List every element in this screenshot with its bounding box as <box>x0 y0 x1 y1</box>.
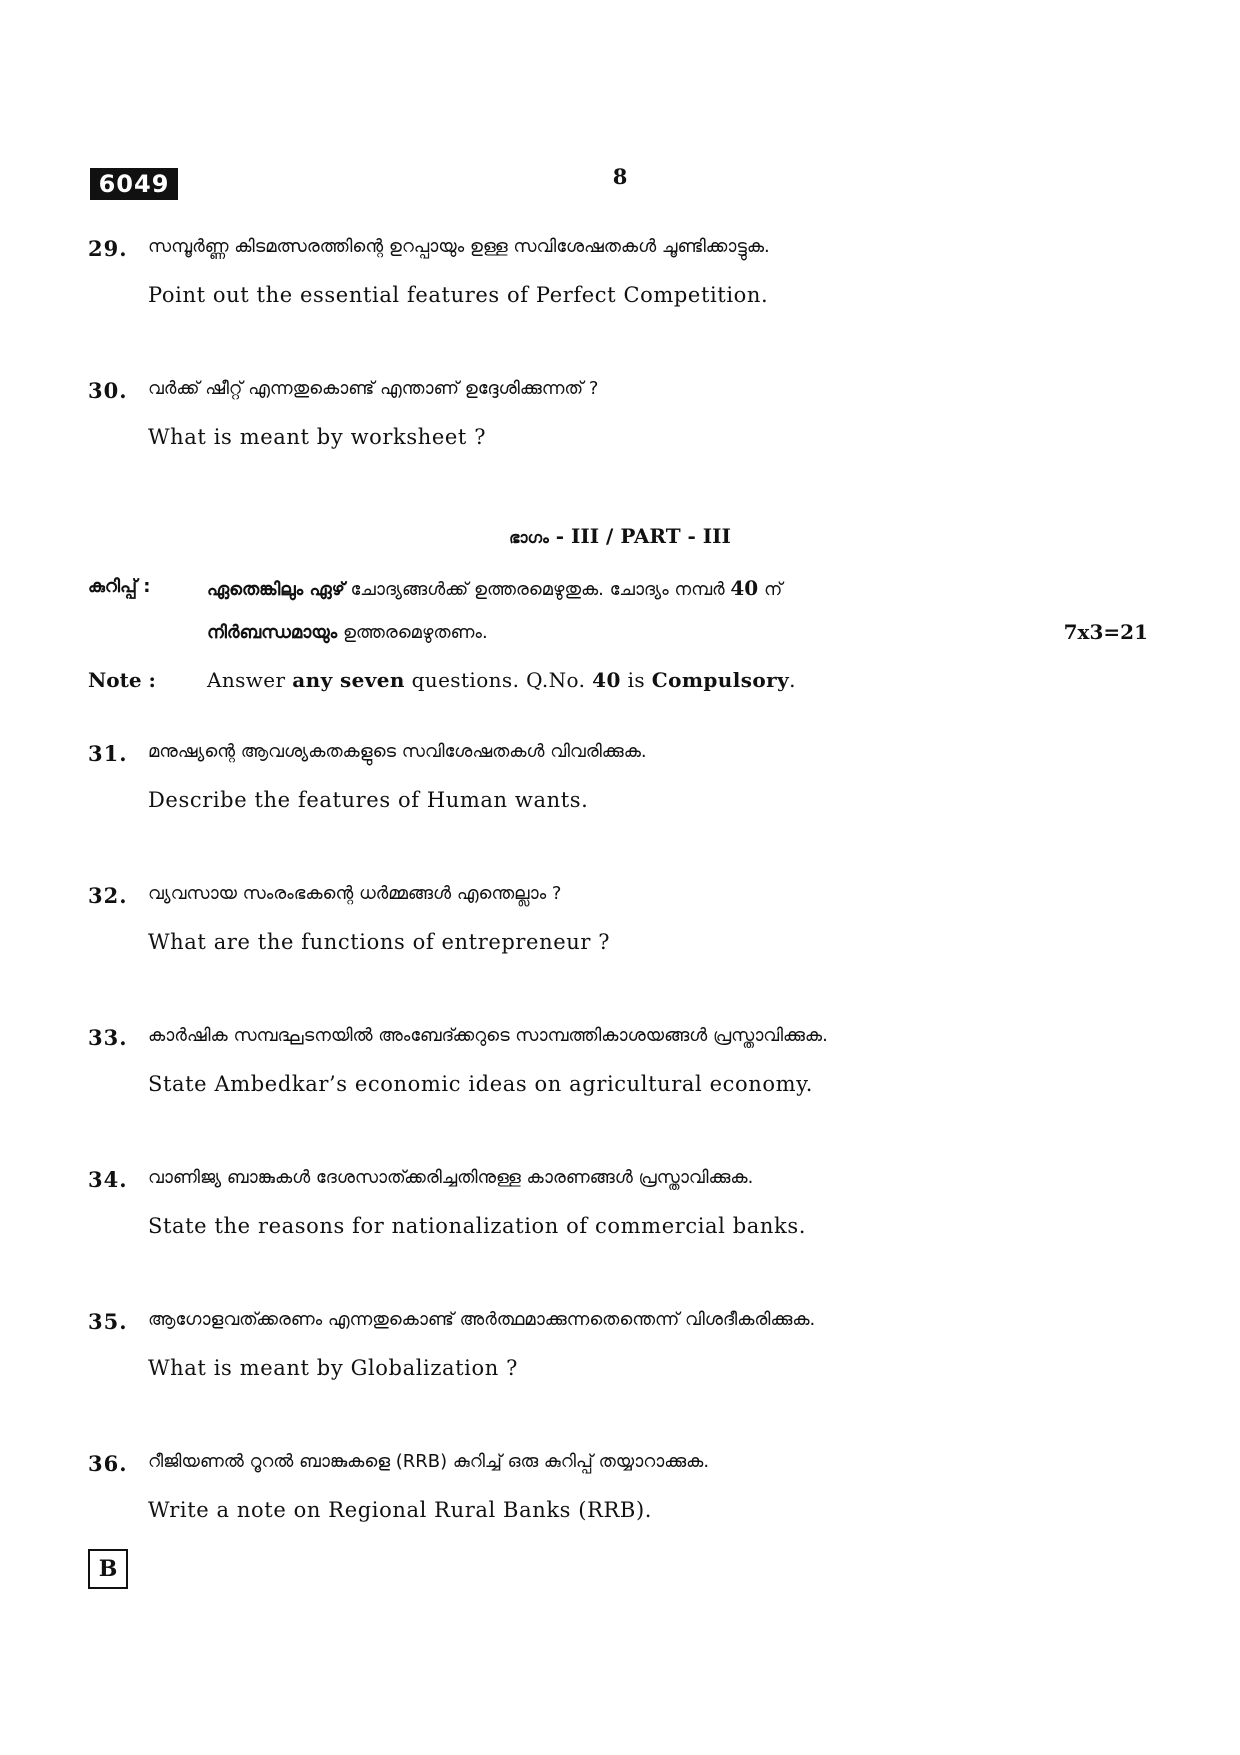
note-emphasis: Compulsory <box>651 668 790 692</box>
note-text: Answer <box>207 668 293 692</box>
question-number: 30. <box>88 378 128 403</box>
part-heading-english: - III / PART - III <box>548 524 731 548</box>
question-text-malayalam: വാണിജ്യ ബാങ്കുകൾ ദേശസാത്ക്കരിച്ചതിനുള്ള കാരണങ്ങൾ പ്രസ്താവിക്കുക. <box>148 1167 754 1188</box>
question-text-malayalam: റീജിയണൽ റൂറൽ ബാങ്കുകളെ (RRB) കുറിച്ച് ഒരു കുറിപ്പ് തയ്യാറാക്കുക. <box>148 1451 710 1472</box>
note-question-number: 40 <box>730 576 759 600</box>
note-text: ഉത്തരമെഴുതണം. <box>337 622 488 643</box>
question-text-english: What are the functions of entrepreneur ? <box>148 930 611 954</box>
note-emphasis: ഏതെങ്കിലും ഏഴ് <box>207 579 345 600</box>
question-number: 34. <box>88 1167 128 1192</box>
question-text-malayalam: സമ്പൂർണ്ണ കിടമത്സരത്തിന്റെ ഉറപ്പായും ഉള്ള സവിശേഷതകൾ ചൂണ്ടിക്കാട്ടുക. <box>148 236 770 257</box>
question-number: 36. <box>88 1451 128 1476</box>
marks-allocation: 7x3=21 <box>1063 620 1148 644</box>
page-number: 8 <box>612 164 628 189</box>
note-label-english: Note : <box>88 668 156 692</box>
question-text-english: What is meant by worksheet ? <box>148 425 487 449</box>
part-heading-malayalam: ഭാഗം <box>509 528 549 547</box>
note-text: ചോദ്യങ്ങൾക്ക് ഉത്തരമെഴുതുക. ചോദ്യം നമ്പർ <box>344 579 731 600</box>
note-question-number: 40 <box>592 668 621 692</box>
note-emphasis: any seven <box>292 668 405 692</box>
note-text-malayalam-line1 <box>207 576 782 600</box>
question-text-malayalam: മനുഷ്യന്റെ ആവശ്യകതകളുടെ സവിശേഷതകൾ വിവരിക്കുക. <box>148 741 647 762</box>
series-letter-box: B <box>88 1549 128 1589</box>
question-text-malayalam: വർക്ക് ഷീറ്റ് എന്നതുകൊണ്ട് എന്താണ് ഉദ്ദേശിക്കുന്നത് ? <box>148 378 599 399</box>
question-text-english: State the reasons for nationalization of commercial banks. <box>148 1214 807 1238</box>
question-text-malayalam: കാർഷിക സമ്പദ്ഘടനയിൽ അംബേദ്ക്കറുടെ സാമ്പത്തികാശയങ്ങൾ പ്രസ്താവിക്കുക. <box>148 1025 828 1046</box>
question-text-english: Write a note on Regional Rural Banks (RRB). <box>148 1498 653 1522</box>
question-number: 31. <box>88 741 128 766</box>
note-text: is <box>620 668 652 692</box>
note-text: questions. Q.No. <box>404 668 593 692</box>
question-number: 29. <box>88 236 128 261</box>
question-text-malayalam: വ്യവസായ സംരംഭകന്റെ ധർമ്മങ്ങൾ എന്തെല്ലാം ? <box>148 883 562 904</box>
note-label-malayalam: കുറിപ്പ് : <box>88 576 151 597</box>
question-text-english: State Ambedkar’s economic ideas on agricultural economy. <box>148 1072 814 1096</box>
note-text: . <box>789 668 796 692</box>
paper-code-badge: 6049 <box>90 168 178 200</box>
note-text-english <box>207 668 796 692</box>
note-text-malayalam-line2 <box>207 622 488 643</box>
question-text-english: What is meant by Globalization ? <box>148 1356 518 1380</box>
question-text-english: Point out the essential features of Perfect Competition. <box>148 283 769 307</box>
part-heading <box>0 524 1240 548</box>
question-number: 35. <box>88 1309 128 1334</box>
note-emphasis: നിർബന്ധമായും <box>207 622 338 643</box>
question-number: 33. <box>88 1025 128 1050</box>
question-text-english: Describe the features of Human wants. <box>148 788 589 812</box>
question-text-malayalam: ആഗോളവത്ക്കരണം എന്നതുകൊണ്ട് അർത്ഥമാക്കുന്നതെന്തെന്ന് വിശദീകരിക്കുക. <box>148 1309 816 1330</box>
question-number: 32. <box>88 883 128 908</box>
note-text: ന് <box>758 579 783 600</box>
